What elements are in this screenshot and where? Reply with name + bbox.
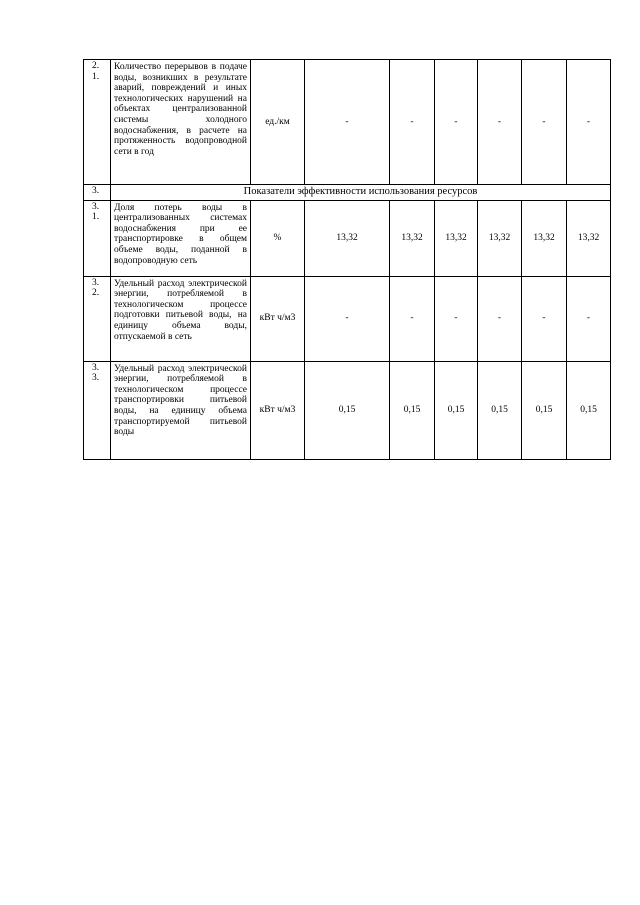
row-value: 0,15	[390, 361, 435, 459]
row-unit: кВт ч/м3	[251, 361, 305, 459]
row-value: -	[478, 276, 522, 361]
row-value: -	[435, 60, 478, 185]
row-value: 0,15	[305, 361, 390, 459]
row-value: 0,15	[567, 361, 611, 459]
row-value: -	[305, 276, 390, 361]
row-description: Количество перерывов в подаче воды, возникших в результате аварий, повреждений и иных технологических нарушений на объектах централизованной системы холодного водоснабжения, в расчете на протяженность водопроводной сети в год	[111, 60, 251, 185]
row-value: 0,15	[522, 361, 567, 459]
row-number: 3. 2.	[84, 276, 111, 361]
row-value: -	[567, 276, 611, 361]
row-value: -	[435, 276, 478, 361]
row-description: Доля потерь воды в централизованных системах водоснабжения при ее транспортировке в общем объеме воды, поданной в водопроводную сеть	[111, 200, 251, 276]
row-unit: %	[251, 200, 305, 276]
table-row	[84, 276, 611, 361]
row-value: -	[390, 60, 435, 185]
row-value: 0,15	[478, 361, 522, 459]
row-description: Удельный расход электрической энергии, потребляемой в технологическом процессе транспортировки питьевой воды, на единицу объема транспортируемой питьевой воды	[111, 361, 251, 459]
indicators-table	[83, 59, 611, 460]
table-row	[84, 60, 611, 185]
row-value: 13,32	[305, 200, 390, 276]
row-number: 3. 3.	[84, 361, 111, 459]
row-unit: ед./км	[251, 60, 305, 185]
table-row	[84, 200, 611, 276]
row-value: -	[390, 276, 435, 361]
row-description: Удельный расход электрической энергии, потребляемой в технологическом процессе подготовки питьевой воды, на единицу объема воды, отпускаемой в сеть	[111, 276, 251, 361]
section-title: Показатели эффективности использования ресурсов	[111, 185, 611, 201]
row-number: 3. 1.	[84, 200, 111, 276]
row-value: -	[522, 276, 567, 361]
row-number: 2. 1.	[84, 60, 111, 185]
row-value: -	[522, 60, 567, 185]
row-value: -	[478, 60, 522, 185]
row-value: 13,32	[522, 200, 567, 276]
table-row	[84, 361, 611, 459]
row-unit: кВт ч/м3	[251, 276, 305, 361]
row-value: 13,32	[478, 200, 522, 276]
section-row	[84, 185, 611, 201]
row-value: 13,32	[435, 200, 478, 276]
row-value: 13,32	[567, 200, 611, 276]
section-number: 3.	[84, 185, 111, 201]
row-value: -	[567, 60, 611, 185]
row-value: 13,32	[390, 200, 435, 276]
row-value: 0,15	[435, 361, 478, 459]
row-value: -	[305, 60, 390, 185]
